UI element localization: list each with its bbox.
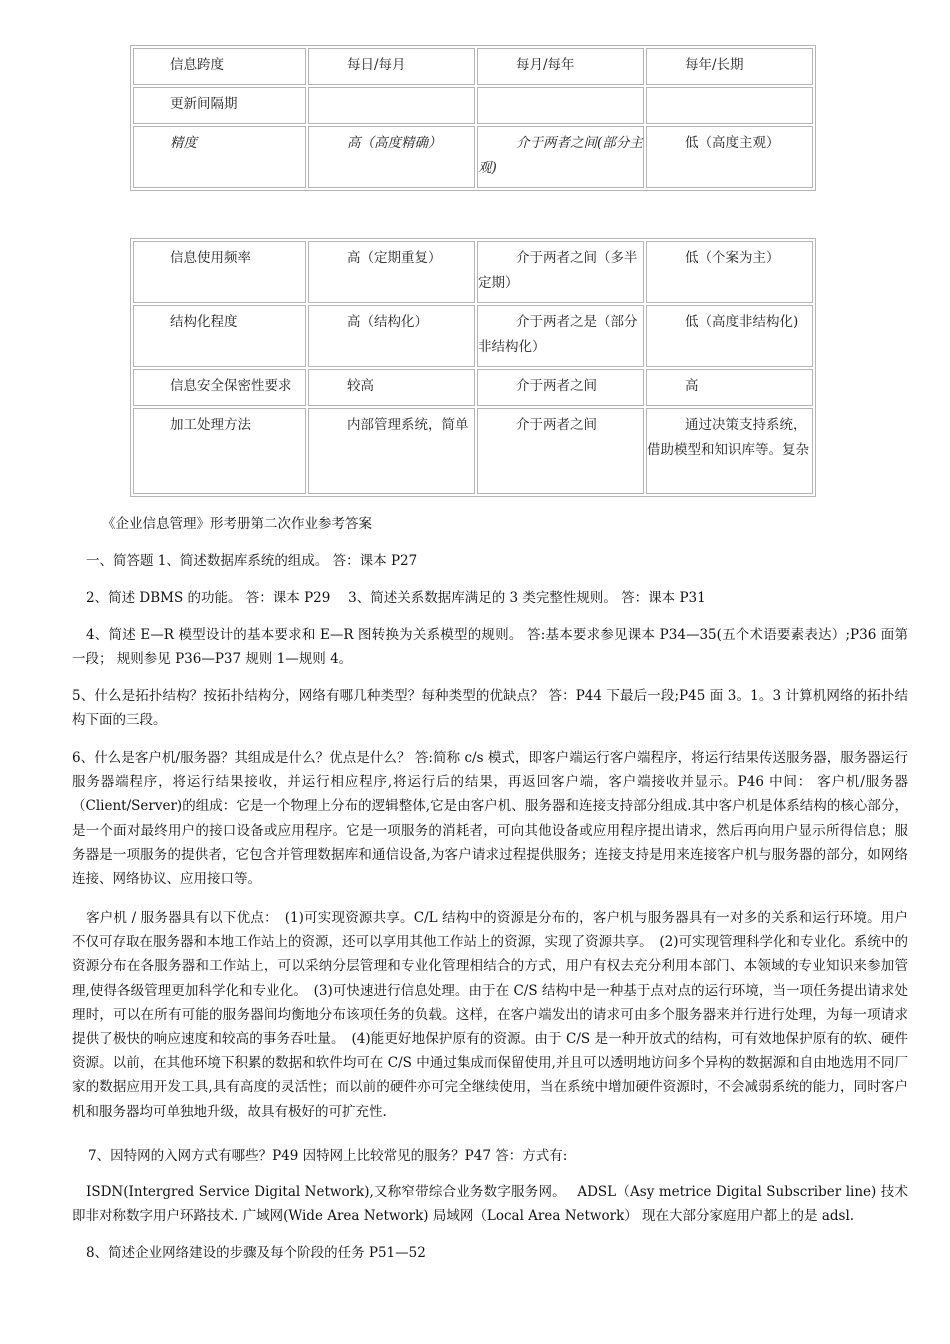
question-7-answer: ISDN(Intergred Service Digital Network),又称窄带综合业务数字服务网。 ADSL（Asy metrice Digital Subscriber line) 技术即非对称数字用户环路技术. 广域网(Wide Area Network) 局域网（Local Area Network） 现在大部分家庭用户都上的是 adsl. (72, 1184, 908, 1225)
table-cell: 介于两者之间(部分主观) (477, 126, 644, 188)
table-row (133, 369, 813, 406)
question-6-advantages: 客户机 / 服务器具有以下优点： (1)可实现资源共享。C/L 结构中的资源是分布的，客户机与服务器具有一对多的关系和运行环境。用户不仅可存取在服务器和本地工作站上的资源，还可以享用其他工作站上的资源，实现了资源共享。 (2)可实现管理科学化和专业化。系统中的资源分布在各服务器和工作站上，可以采纳分层管理和专业化管理相结合的方式，用户有权去充分利用本部门、本领域的专业知识来参加管理,使得各级管理更加科学化和专业化。 (3)可快速进行信息处理。由于在 C/S 结构中是一种基于点对点的运行环境，当一项任务提出请求处理时，可以在所有可能的服务器间均衡地分布该项任务的负载。这样，在客户端发出的请求可由多个服务器来并行进行处理，为每一项请求提供了极快的响应速度和较高的事务吞吐量。 (4)能更好地保护原有的资源。由于 C/S 是一种开放式的结构，可有效地保护原有的软、硬件资源。以前，在其他环境下积累的数据和软件均可在 C/S 中通过集成而保留使用,并且可以透明地访问多个异构的数据源和自由地选用不同厂家的数据应用开发工具,具有高度的灵活性；而以前的硬件亦可完全继续使用，当在系统中增加硬件资源时，不会减弱系统的能力，同时客户机和服务器均可单独地升级，故具有极好的可扩充性. (72, 910, 908, 1120)
table-cell: 高（高度精确） (308, 126, 475, 188)
info-characteristics-table-2 (130, 238, 816, 497)
question-1: 一、简答题 1、简述数据库系统的组成。 答：课本 P27 (86, 553, 418, 569)
document-title: 《企业信息管理》形考册第二次作业参考答案 (102, 516, 372, 532)
table-cell: 介于两者之间 (477, 369, 644, 406)
table-cell: 信息安全保密性要求 (133, 369, 306, 406)
table-cell: 高（结构化） (308, 305, 475, 367)
table-row (133, 87, 813, 124)
table-cell: 高 (646, 369, 813, 406)
table-row (133, 126, 813, 188)
table-cell: 信息跨度 (133, 48, 306, 85)
table-cell (646, 87, 813, 124)
table-cell: 低（高度主观） (646, 126, 813, 188)
table-cell (308, 87, 475, 124)
table-cell: 更新间隔期 (133, 87, 306, 124)
table-cell: 低（个案为主） (646, 241, 813, 303)
question-2-3: 2、简述 DBMS 的功能。 答：课本 P29 3、简述关系数据库满足的 3 类完整性规则。 答：课本 P31 (86, 590, 706, 606)
question-8: 8、简述企业网络建设的步骤及每个阶段的任务 P51—52 (86, 1245, 426, 1261)
table-cell: 通过决策支持系统，借助模型和知识库等。复杂 (646, 408, 813, 494)
table-row (133, 48, 813, 85)
question-5: 5、什么是拓扑结构？按拓扑结构分，网络有哪几种类型？每种类型的优缺点？ 答：P44 下最后一段;P45 面 3。1。3 计算机网络的拓扑结构下面的三段。 (72, 688, 908, 729)
table-cell: 加工处理方法 (133, 408, 306, 494)
table-cell (477, 87, 644, 124)
question-4: 4、简述 E—R 模型设计的基本要求和 E—R 图转换为关系模型的规则。 答:基本要求参见课本 P34—35(五个术语要素表达）;P36 面第一段； 规则参见 P36—P37 规则 1—规则 4。 (72, 627, 908, 668)
table-cell: 低（高度非结构化) (646, 305, 813, 367)
table-cell: 信息使用频率 (133, 241, 306, 303)
table-row (133, 305, 813, 367)
question-6: 6、什么是客户机/服务器？其组成是什么？优点是什么？ 答:简称 c/s 模式，即客户端运行客户端程序，将运行结果传送服务器，服务器运行服务器端程序，将运行结果接收，并运行相应程序,将运行后的结果，再返回客户端，客户端接收并显示。P46 中间： 客户机/服务器（Client/Server)的组成：它是一个物理上分布的逻辑整体,它是由客户机、服务器和连接支持部分组成.其中客户机是体系结构的核心部分，是一个面对最终用户的接口设备或应用程序。它是一项服务的消耗者，可向其他设备或应用程序提出请求，然后再向用户显示所得信息；服务器是一项服务的提供者，它包含并管理数据库和通信设备,为客户请求过程提供服务；连接支持是用来连接客户机与服务器的部分，如网络连接、网络协议、应用接口等。 (72, 750, 908, 888)
info-characteristics-table-1 (130, 45, 816, 191)
question-7: 7、因特网的入网方式有哪些？P49 因特网上比较常见的服务？P47 答：方式有: (88, 1148, 568, 1164)
table-cell: 结构化程度 (133, 305, 306, 367)
table-row (133, 408, 813, 494)
table-cell: 每月/每年 (477, 48, 644, 85)
table-cell: 每年/长期 (646, 48, 813, 85)
table-cell: 介于两者之间（多半定期） (477, 241, 644, 303)
table-cell: 精度 (133, 126, 306, 188)
table-cell: 内部管理系统，简单 (308, 408, 475, 494)
table-cell: 介于两者之间 (477, 408, 644, 494)
table-cell: 介于两者之是（部分非结构化） (477, 305, 644, 367)
table-cell: 高（定期重复） (308, 241, 475, 303)
table-row (133, 241, 813, 303)
table-cell: 每日/每月 (308, 48, 475, 85)
table-cell: 较高 (308, 369, 475, 406)
